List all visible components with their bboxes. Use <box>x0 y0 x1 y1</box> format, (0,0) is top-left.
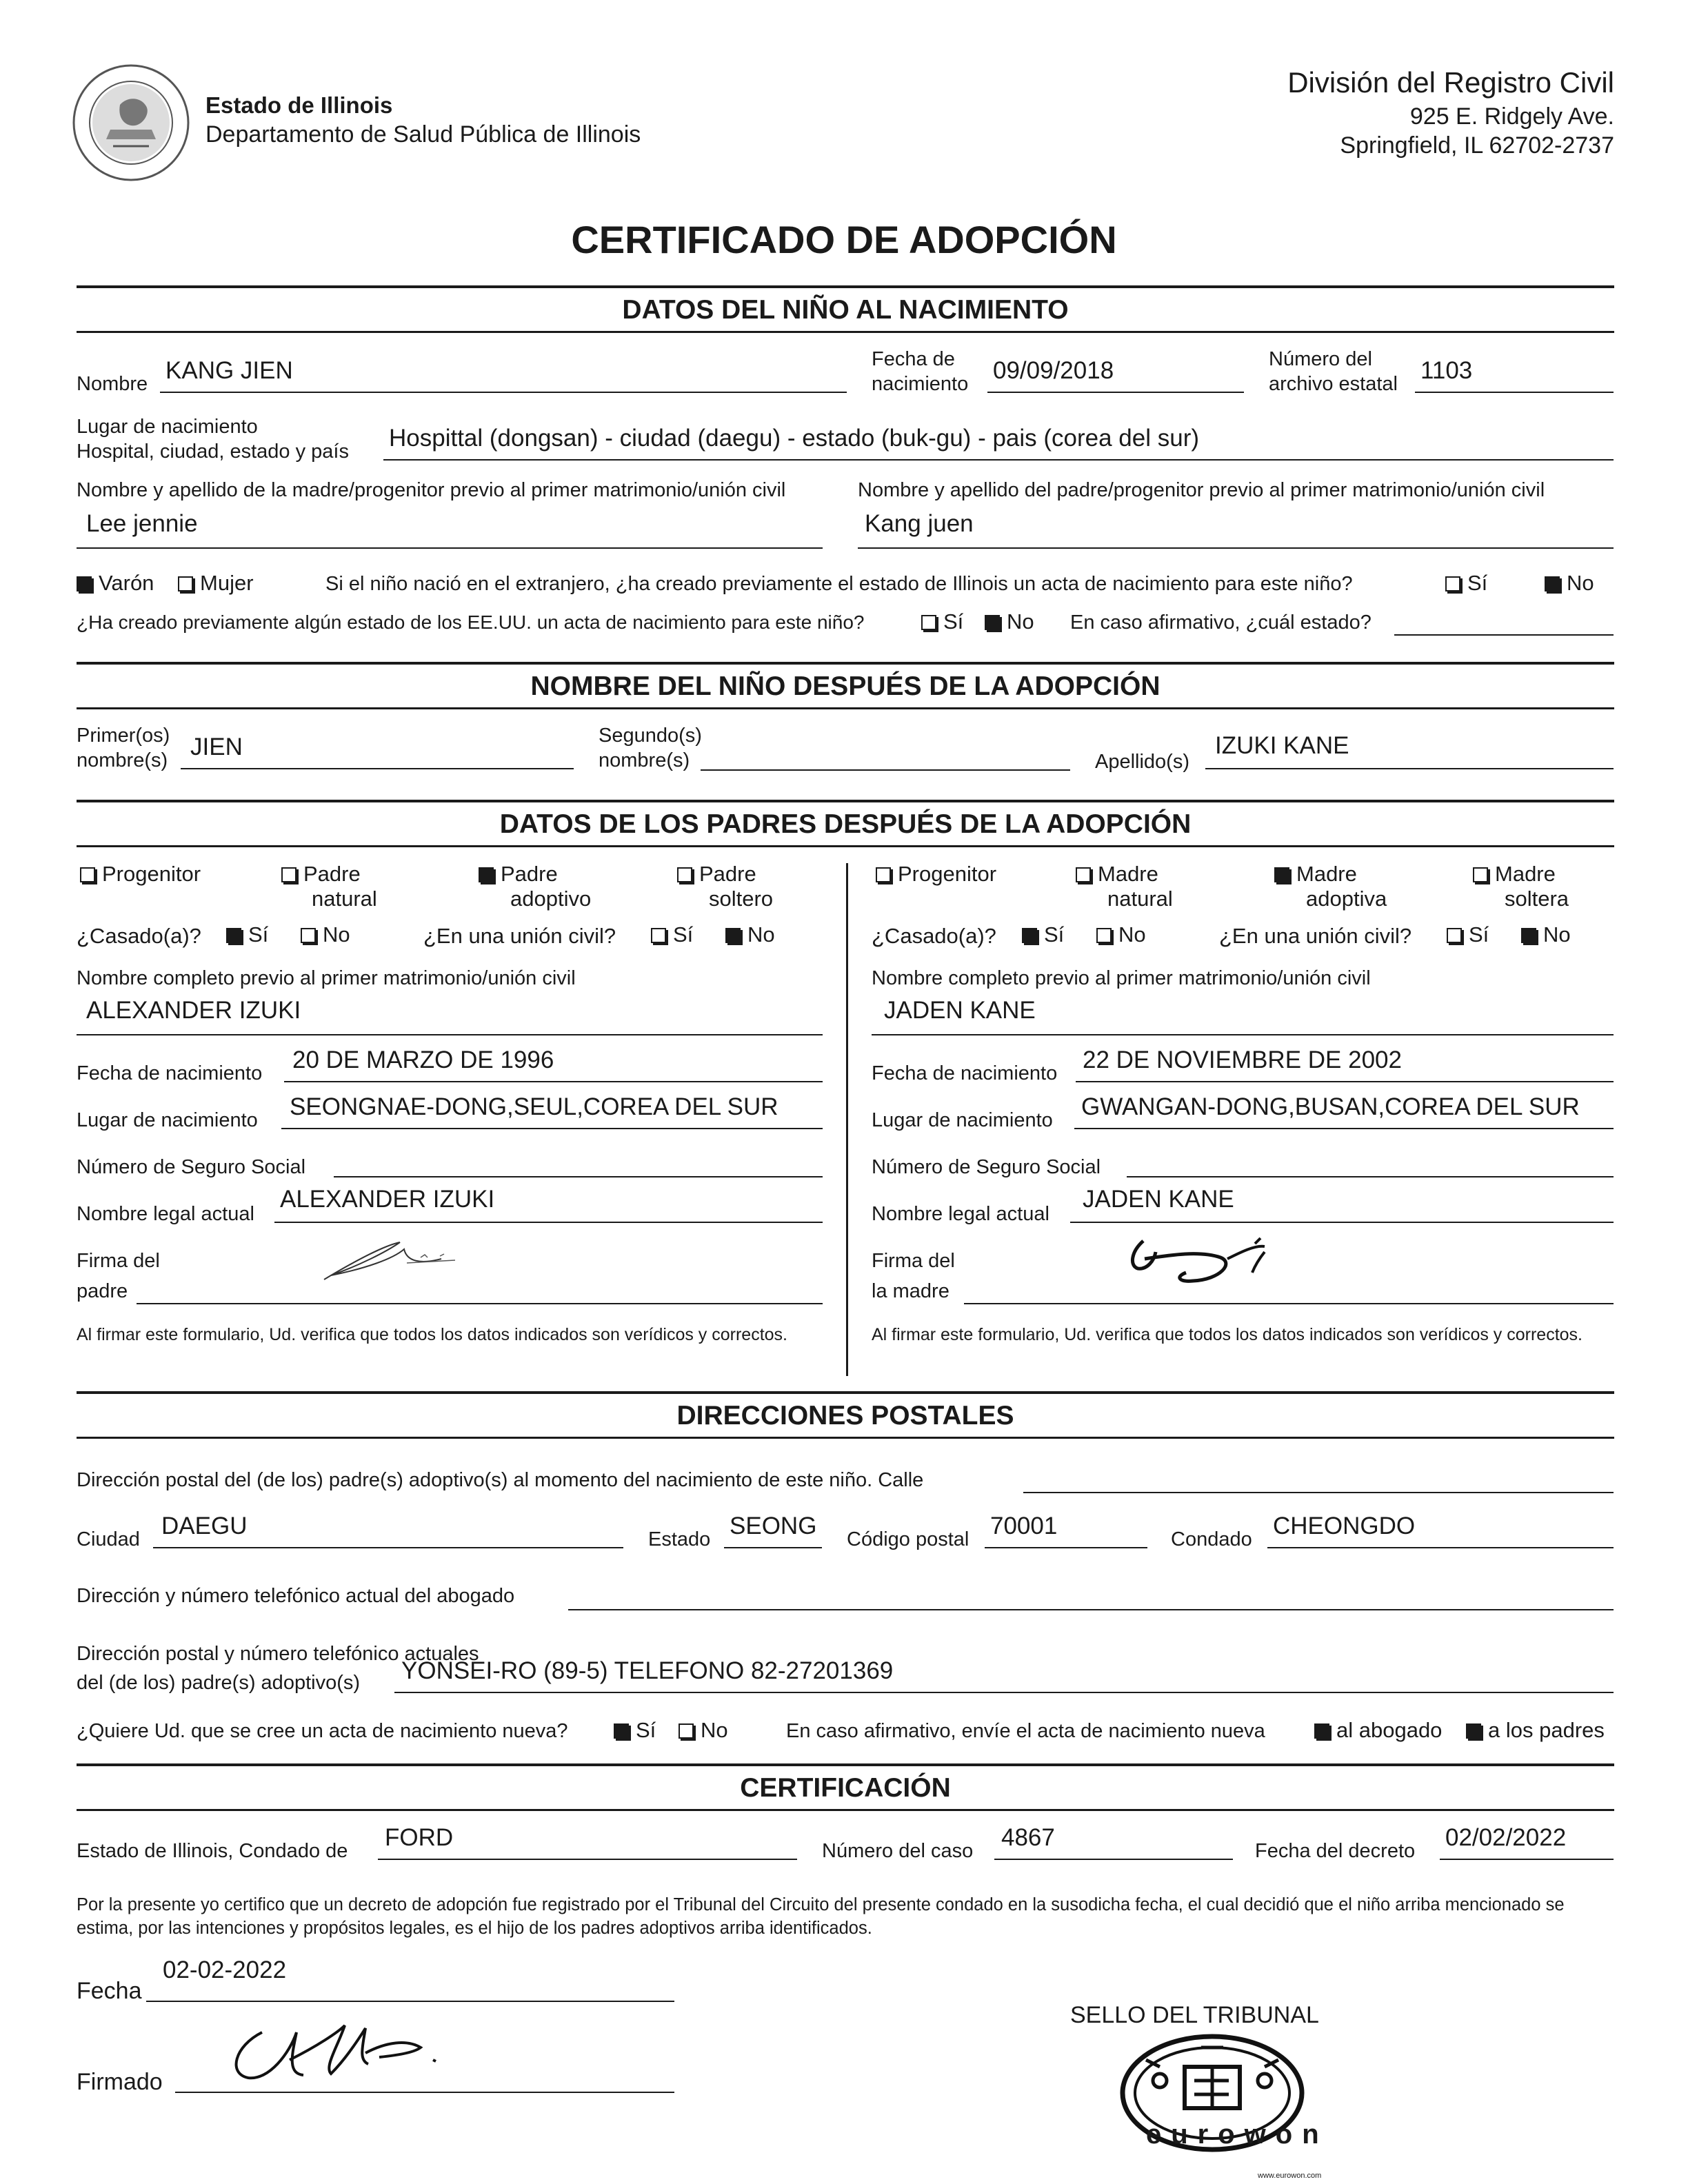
mother-legal-name-label: Nombre legal actual <box>872 1203 1049 1225</box>
court-seal-stamp <box>1118 2032 1329 2154</box>
father-progenitor-checkbox[interactable] <box>80 862 201 887</box>
mother-single-label-a: Madre <box>1495 862 1556 886</box>
mother-married-yes-label: Sí <box>1044 922 1065 947</box>
father-prev-name-label: Nombre completo previo al primer matrimonio/unión civil <box>77 967 576 989</box>
middle-name-label-1: Segundo(s) <box>599 725 702 747</box>
father-progenitor-label: Progenitor <box>102 862 201 886</box>
female-checkbox[interactable] <box>178 571 254 596</box>
child-dob-field[interactable] <box>987 357 1244 393</box>
father-civil-yes-checkbox[interactable] <box>651 922 693 947</box>
birthplace-label-1: Lugar de nacimiento <box>77 416 258 438</box>
father-adoptive-check-icon <box>479 867 494 882</box>
father-single-check-icon <box>677 867 692 882</box>
father-married-yes-label: Sí <box>248 922 269 947</box>
us-yes-checkbox[interactable] <box>921 609 963 634</box>
zip-value: 70001 <box>990 1513 1058 1539</box>
middle-name-label-2: nombre(s) <box>599 749 690 771</box>
county-field[interactable] <box>1267 1513 1614 1548</box>
us-birth-question: ¿Ha creado previamente algún estado de los EE.UU. un acta de nacimiento para este niño? <box>77 611 865 633</box>
mother-natural-label-a: Madre <box>1098 862 1158 886</box>
send-lawyer-check-icon <box>1314 1723 1329 1739</box>
file-number-label-2: archivo estatal <box>1269 373 1398 395</box>
first-name-label-1: Primer(os) <box>77 725 170 747</box>
father-married-no-checkbox[interactable] <box>301 922 350 947</box>
child-name-value: KANG JIEN <box>165 357 293 384</box>
male-check-icon <box>77 576 92 592</box>
file-number-field[interactable] <box>1415 357 1614 393</box>
judge-signature-image <box>221 2012 455 2094</box>
mother-married-no-checkbox[interactable] <box>1096 922 1146 947</box>
mother-married-label: ¿Casado(a)? <box>872 924 996 948</box>
us-no-label: No <box>1007 609 1034 634</box>
section-cert-title: CERTIFICACIÓN <box>740 1773 951 1803</box>
decree-date-label: Fecha del decreto <box>1255 1840 1416 1862</box>
footer-url: www.eurowon.com <box>1258 2172 1322 2180</box>
cert-date-field[interactable] <box>146 1957 674 2002</box>
mother-married-yes-check-icon <box>1022 928 1037 943</box>
cert-date-value: 02-02-2022 <box>163 1957 287 1983</box>
mother-legal-name-value: JADEN KANE <box>1083 1186 1234 1213</box>
mother-progenitor-checkbox[interactable] <box>876 862 996 887</box>
father-adoptive-label-b: adoptivo <box>510 887 592 911</box>
father-legal-name-field[interactable] <box>274 1186 823 1223</box>
father-natural-label-b: natural <box>312 887 377 911</box>
header-division: División del Registro Civil <box>1287 66 1614 99</box>
father-married-no-check-icon <box>301 928 316 943</box>
cert-county-label: Estado de Illinois, Condado de <box>77 1840 348 1862</box>
cert-county-value: FORD <box>385 1824 454 1851</box>
mother-prev-name-value: JADEN KANE <box>884 997 1036 1024</box>
us-no-check-icon <box>985 615 1000 630</box>
new-cert-yes-label: Sí <box>636 1718 656 1742</box>
mother-civil-label: ¿En una unión civil? <box>1219 924 1412 948</box>
mother-married-no-label: No <box>1118 922 1146 947</box>
father-pob-label: Lugar de nacimiento <box>77 1109 258 1131</box>
mother-married-no-check-icon <box>1096 928 1112 943</box>
illinois-no-label: No <box>1567 571 1594 595</box>
new-cert-no-check-icon <box>679 1723 694 1739</box>
state-label: Estado <box>648 1528 711 1550</box>
father-progenitor-check-icon <box>80 867 95 882</box>
file-number-value: 1103 <box>1420 357 1473 384</box>
county-label: Condado <box>1171 1528 1252 1550</box>
send-lawyer-checkbox[interactable] <box>1314 1718 1442 1743</box>
mother-dob-value: 22 DE NOVIEMBRE DE 2002 <box>1083 1046 1402 1073</box>
father-ssn-field[interactable] <box>334 1140 823 1177</box>
first-name-field[interactable] <box>181 734 574 769</box>
birth-father-label: Nombre y apellido del padre/progenitor previo al primer matrimonio/unión civil <box>858 479 1545 501</box>
current-address-value: YONSEI-RO (89-5) TELEFONO 82-27201369 <box>401 1657 894 1684</box>
illinois-no-checkbox[interactable] <box>1545 571 1594 596</box>
father-ssn-label: Número de Seguro Social <box>77 1156 306 1178</box>
court-seal-stamp-text: eurowon <box>1146 2119 1329 2150</box>
male-label: Varón <box>99 571 154 595</box>
state-value: SEONG <box>730 1513 817 1539</box>
illinois-yes-label: Sí <box>1467 571 1488 595</box>
mother-civil-no-checkbox[interactable] <box>1521 922 1571 947</box>
child-name-field[interactable] <box>160 357 847 393</box>
mother-progenitor-label: Progenitor <box>898 862 997 886</box>
father-adoptive-checkbox[interactable] <box>479 862 558 887</box>
header-address-2: Springfield, IL 62702-2737 <box>1340 132 1614 159</box>
mother-married-yes-checkbox[interactable] <box>1022 922 1064 947</box>
mother-adoptive-checkbox[interactable] <box>1274 862 1357 887</box>
mother-signature-label-1: Firma del <box>872 1250 955 1272</box>
current-address-label-1: Dirección postal y número telefónico actuales <box>77 1643 479 1665</box>
send-parents-check-icon <box>1466 1723 1481 1739</box>
decree-date-field[interactable] <box>1440 1824 1614 1860</box>
mother-pob-field[interactable] <box>1074 1093 1614 1129</box>
father-natural-check-icon <box>281 867 297 882</box>
dob-label-2: nacimiento <box>872 373 969 395</box>
case-number-field[interactable] <box>994 1824 1233 1860</box>
us-yes-label: Sí <box>943 609 964 634</box>
father-dob-label: Fecha de nacimiento <box>77 1062 263 1084</box>
birth-father-value: Kang juen <box>865 510 974 537</box>
mother-prev-name-label: Nombre completo previo al primer matrimonio/unión civil <box>872 967 1371 989</box>
father-signature-label-1: Firma del <box>77 1250 160 1272</box>
mother-natural-check-icon <box>1076 867 1091 882</box>
street-label: Dirección postal del (de los) padre(s) adoptivo(s) al momento del nacimiento de este niño. Calle <box>77 1469 924 1491</box>
last-name-value: IZUKI KANE <box>1215 732 1349 759</box>
zip-field[interactable] <box>985 1513 1147 1548</box>
document-title: CERTIFICADO DE ADOPCIÓN <box>571 218 1117 261</box>
current-address-field[interactable] <box>394 1657 1614 1693</box>
father-signature-label-2: padre <box>77 1280 128 1302</box>
father-civil-label: ¿En una unión civil? <box>423 924 616 948</box>
mother-verification-note: Al firmar este formulario, Ud. verifica que todos los datos indicados son verídicos y correctos. <box>872 1325 1582 1344</box>
mother-pob-label: Lugar de nacimiento <box>872 1109 1053 1131</box>
new-cert-yes-check-icon <box>614 1723 629 1739</box>
father-single-checkbox[interactable] <box>677 862 756 887</box>
send-parents-checkbox[interactable] <box>1466 1718 1605 1743</box>
cert-county-field[interactable] <box>378 1824 797 1860</box>
illinois-no-check-icon <box>1545 576 1560 592</box>
zip-label: Código postal <box>847 1528 969 1550</box>
father-single-label-a: Padre <box>699 862 756 886</box>
which-state-field[interactable] <box>1394 609 1614 636</box>
new-cert-no-checkbox[interactable] <box>679 1718 728 1743</box>
female-check-icon <box>178 576 193 592</box>
decree-date-value: 02/02/2022 <box>1445 1824 1567 1851</box>
mother-ssn-field[interactable] <box>1127 1140 1614 1177</box>
birth-mother-value: Lee jennie <box>86 510 198 537</box>
us-no-checkbox[interactable] <box>985 609 1034 634</box>
foreign-birth-question: Si el niño nació en el extranjero, ¿ha creado previamente el estado de Illinois un acta de nacimiento para este niño? <box>325 573 1353 595</box>
section-postal-title: DIRECCIONES POSTALES <box>676 1401 1014 1430</box>
father-civil-no-check-icon <box>725 928 741 943</box>
send-cert-label: En caso afirmativo, envíe el acta de nacimiento nueva <box>786 1720 1265 1742</box>
father-civil-yes-check-icon <box>651 928 666 943</box>
father-civil-yes-label: Sí <box>673 922 694 947</box>
father-married-yes-check-icon <box>226 928 241 943</box>
father-natural-checkbox[interactable] <box>281 862 361 887</box>
illinois-yes-checkbox[interactable] <box>1445 571 1487 596</box>
father-prev-name-value: ALEXANDER IZUKI <box>86 997 301 1024</box>
birthplace-value: Hospittal (dongsan) - ciudad (daegu) - estado (buk-gu) - pais (corea del sur) <box>389 425 1200 452</box>
mother-civil-yes-check-icon <box>1447 928 1462 943</box>
birthplace-field[interactable] <box>383 425 1614 461</box>
case-number-value: 4867 <box>1001 1824 1055 1851</box>
send-lawyer-label: al abogado <box>1336 1718 1443 1742</box>
mother-pob-value: GWANGAN-DONG,BUSAN,COREA DEL SUR <box>1081 1093 1580 1120</box>
mother-signature-image <box>1117 1231 1283 1293</box>
mother-civil-yes-label: Sí <box>1469 922 1489 947</box>
father-pob-value: SEONGNAE-DONG,SEUL,COREA DEL SUR <box>290 1093 778 1120</box>
male-checkbox[interactable] <box>77 571 154 596</box>
father-signature-field[interactable] <box>137 1241 823 1304</box>
mother-dob-label: Fecha de nacimiento <box>872 1062 1058 1084</box>
last-name-field[interactable] <box>1205 732 1614 769</box>
section-parents-title: DATOS DE LOS PADRES DESPUÉS DE LA ADOPCIÓN <box>499 809 1192 839</box>
court-seal-label: SELLO DEL TRIBUNAL <box>1070 2002 1319 2028</box>
county-value: CHEONGDO <box>1273 1513 1416 1539</box>
mother-natural-label-b: natural <box>1107 887 1173 911</box>
first-name-value: JIEN <box>190 734 243 760</box>
city-value: DAEGU <box>161 1513 248 1539</box>
mother-single-label-b: soltera <box>1505 887 1569 911</box>
section-after-title: NOMBRE DEL NIÑO DESPUÉS DE LA ADOPCIÓN <box>530 671 1160 701</box>
section-birth-title: DATOS DEL NIÑO AL NACIMIENTO <box>622 295 1069 325</box>
middle-name-field[interactable] <box>701 734 1070 771</box>
mother-single-check-icon <box>1473 867 1488 882</box>
signed-label: Firmado <box>77 2069 163 2095</box>
state-seal <box>72 63 190 182</box>
father-legal-name-value: ALEXANDER IZUKI <box>280 1186 495 1213</box>
mother-progenitor-check-icon <box>876 867 891 882</box>
birth-mother-field[interactable] <box>77 510 823 549</box>
child-dob-value: 09/09/2018 <box>993 357 1114 384</box>
case-number-label: Número del caso <box>822 1840 974 1862</box>
us-yes-check-icon <box>921 615 936 630</box>
father-signature-image <box>317 1231 469 1286</box>
file-number-label-1: Número del <box>1269 348 1372 370</box>
current-address-label-2: del (de los) padre(s) adoptivo(s) <box>77 1672 361 1694</box>
father-prev-name-field[interactable] <box>77 997 823 1035</box>
father-married-no-label: No <box>323 922 350 947</box>
dob-label-1: Fecha de <box>872 348 955 370</box>
first-name-label-2: nombre(s) <box>77 749 168 771</box>
cert-date-label: Fecha <box>77 1978 142 2004</box>
state-field[interactable] <box>724 1513 822 1548</box>
mother-single-checkbox[interactable] <box>1473 862 1556 887</box>
father-verification-note: Al firmar este formulario, Ud. verifica que todos los datos indicados son verídicos y correctos. <box>77 1325 787 1344</box>
father-dob-value: 20 DE MARZO DE 1996 <box>292 1046 554 1073</box>
parents-column-divider <box>846 863 848 1376</box>
father-natural-label-a: Padre <box>303 862 361 886</box>
mother-dob-field[interactable] <box>1076 1046 1614 1082</box>
mother-ssn-label: Número de Seguro Social <box>872 1156 1101 1178</box>
last-name-label: Apellido(s) <box>1095 751 1189 773</box>
header-address-1: 925 E. Ridgely Ave. <box>1409 103 1614 130</box>
mother-adoptive-label-b: adoptiva <box>1306 887 1387 911</box>
mother-civil-no-label: No <box>1543 922 1571 947</box>
lawyer-field[interactable] <box>568 1581 1614 1610</box>
mother-prev-name-field[interactable] <box>872 997 1614 1035</box>
lawyer-label: Dirección y número telefónico actual del abogado <box>77 1585 515 1607</box>
father-civil-no-label: No <box>747 922 775 947</box>
mother-civil-yes-checkbox[interactable] <box>1447 922 1489 947</box>
father-civil-no-checkbox[interactable] <box>725 922 775 947</box>
father-single-label-b: soltero <box>709 887 774 911</box>
header-department: Departamento de Salud Pública de Illinois <box>205 121 641 148</box>
mother-adoptive-label-a: Madre <box>1296 862 1357 886</box>
father-legal-name-label: Nombre legal actual <box>77 1203 254 1225</box>
send-parents-label: a los padres <box>1488 1718 1605 1742</box>
birth-father-field[interactable] <box>858 510 1614 549</box>
father-dob-field[interactable] <box>284 1046 823 1082</box>
father-pob-field[interactable] <box>281 1093 823 1129</box>
new-cert-yes-checkbox[interactable] <box>614 1718 656 1743</box>
new-cert-question: ¿Quiere Ud. que se cree un acta de nacimiento nueva? <box>77 1720 568 1742</box>
city-label: Ciudad <box>77 1528 140 1550</box>
header-state: Estado de Illinois <box>205 92 393 118</box>
birth-mother-label: Nombre y apellido de la madre/progenitor previo al primer matrimonio/unión civil <box>77 479 786 501</box>
child-name-label: Nombre <box>77 373 148 395</box>
mother-legal-name-field[interactable] <box>1070 1186 1614 1223</box>
father-married-label: ¿Casado(a)? <box>77 924 201 948</box>
mother-adoptive-check-icon <box>1274 867 1289 882</box>
father-adoptive-label-a: Padre <box>501 862 558 886</box>
illinois-yes-check-icon <box>1445 576 1460 592</box>
mother-civil-no-check-icon <box>1521 928 1536 943</box>
female-label: Mujer <box>200 571 254 595</box>
mother-signature-label-2: la madre <box>872 1280 950 1302</box>
mother-natural-checkbox[interactable] <box>1076 862 1158 887</box>
city-field[interactable] <box>153 1513 623 1548</box>
street-field[interactable] <box>1023 1464 1614 1493</box>
birthplace-label-2: Hospital, ciudad, estado y país <box>77 441 349 463</box>
new-cert-no-label: No <box>701 1718 728 1742</box>
mother-signature-field[interactable] <box>964 1241 1614 1304</box>
which-state-label: En caso afirmativo, ¿cuál estado? <box>1070 611 1372 634</box>
father-married-yes-checkbox[interactable] <box>226 922 268 947</box>
certification-statement: Por la presente yo certifico que un decreto de adopción fue registrado por el Tribunal del Circuito del presente condado en la susodicha fecha, el cual decidió que el niño arriba mencionado se estima, por las intenciones y propósitos legales, es el hijo de los padres adoptivos arriba identificados. <box>77 1895 1565 1939</box>
